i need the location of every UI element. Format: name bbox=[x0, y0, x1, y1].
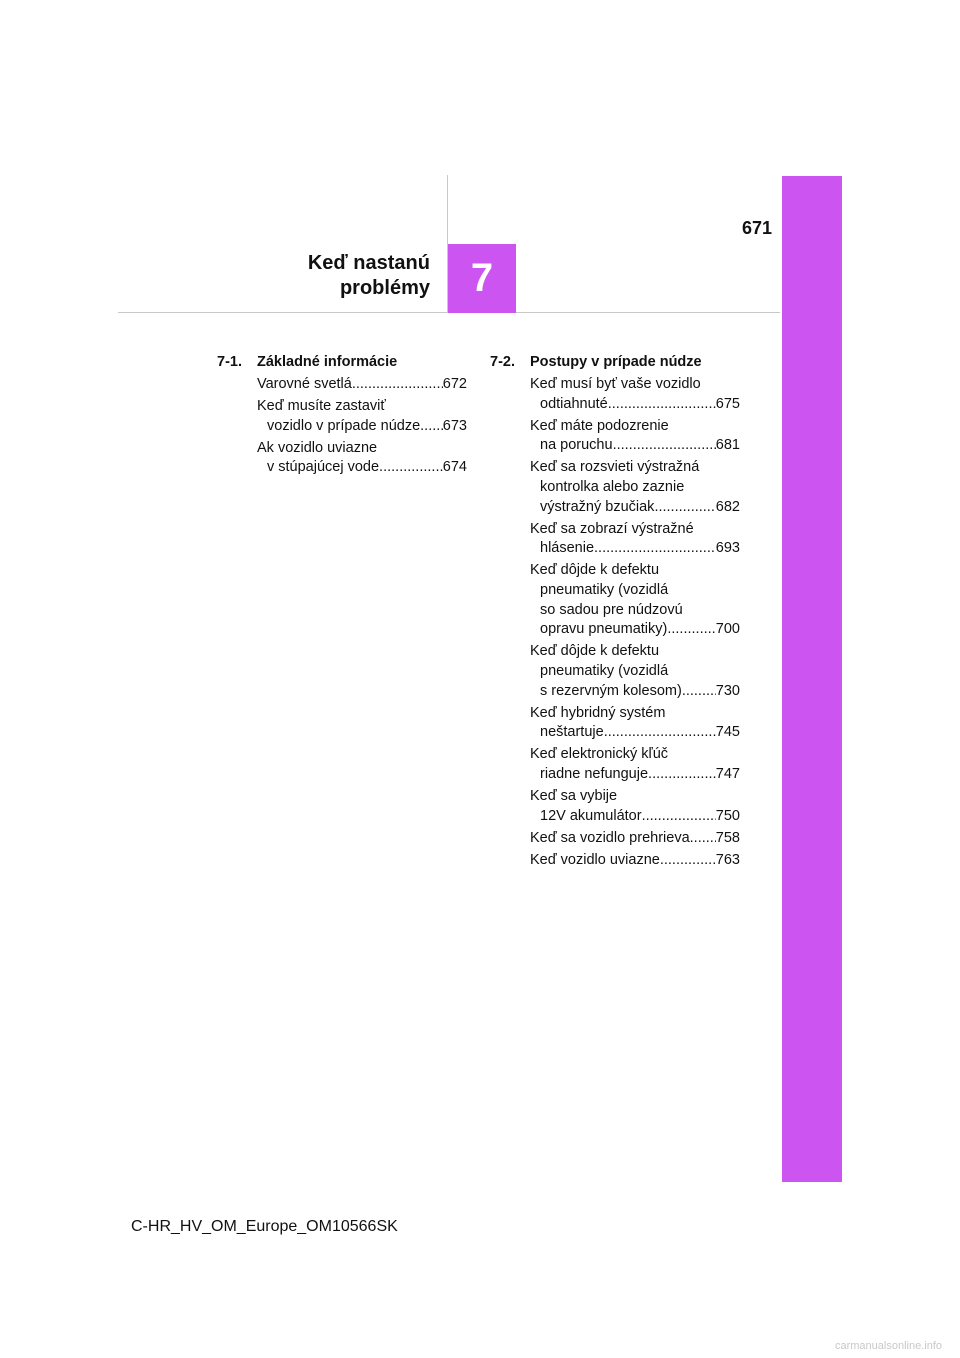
toc-entry-line bbox=[530, 787, 740, 807]
dot-leader bbox=[648, 765, 716, 785]
dot-leader bbox=[594, 539, 716, 559]
toc-entry[interactable] bbox=[530, 851, 740, 871]
toc-entry[interactable] bbox=[530, 642, 740, 701]
toc-entry-text: 12V akumulátor bbox=[540, 807, 642, 824]
toc-page-number: 674 bbox=[442, 459, 467, 476]
toc-entry-line bbox=[530, 765, 740, 785]
section-heading bbox=[490, 353, 740, 373]
toc-entry-text: Keď vozidlo uviazne bbox=[530, 851, 660, 868]
toc-entry-line bbox=[530, 375, 740, 395]
dot-leader bbox=[654, 498, 715, 518]
dot-leader bbox=[682, 682, 716, 702]
dot-leader bbox=[642, 807, 716, 827]
toc-entry-line bbox=[530, 581, 740, 601]
toc-entry-line bbox=[530, 642, 740, 662]
toc-entry-text: pneumatiky (vozidlá bbox=[540, 582, 669, 599]
toc-entry-line bbox=[257, 375, 467, 395]
toc-entry-text: v stúpajúcej vode bbox=[267, 459, 380, 476]
chapter-side-tab bbox=[782, 176, 842, 1182]
dot-leader bbox=[352, 375, 443, 395]
toc-entry-line bbox=[530, 478, 740, 498]
toc-entry-text: riadne nefunguje bbox=[540, 765, 649, 782]
dot-leader bbox=[613, 436, 716, 456]
toc-page-number: 763 bbox=[715, 851, 740, 868]
toc-entry-text: neštartuje bbox=[540, 724, 604, 741]
dot-leader bbox=[660, 851, 716, 871]
toc-entry-text: Ak vozidlo uviazne bbox=[257, 439, 378, 456]
toc-entry[interactable] bbox=[530, 375, 740, 414]
toc-page-number: 681 bbox=[715, 437, 740, 454]
toc-entry-line bbox=[530, 745, 740, 765]
toc-entry[interactable] bbox=[257, 439, 467, 478]
toc-page-number: 675 bbox=[715, 395, 740, 412]
toc-entry-line bbox=[530, 682, 740, 702]
toc-entry-line bbox=[530, 395, 740, 415]
page-number: 671 bbox=[741, 218, 772, 238]
toc-entry-line bbox=[530, 662, 740, 682]
toc-page-number: 758 bbox=[715, 829, 740, 846]
dot-leader bbox=[608, 395, 716, 415]
toc-entry-line bbox=[530, 520, 740, 540]
toc-entry-text: Keď sa rozsvieti výstražná bbox=[530, 459, 700, 476]
toc-entry-text: hlásenie bbox=[540, 540, 595, 557]
toc-section-7-1 bbox=[217, 353, 467, 481]
dot-leader bbox=[690, 829, 716, 849]
toc-page-number: 747 bbox=[715, 765, 740, 782]
chapter-number-badge: 7 bbox=[448, 244, 516, 313]
toc-entry-line bbox=[257, 417, 467, 437]
toc-entry[interactable] bbox=[530, 829, 740, 849]
toc-entry[interactable] bbox=[530, 745, 740, 784]
toc-entry-line bbox=[530, 620, 740, 640]
toc-entry-text: Keď sa vybije bbox=[530, 787, 618, 804]
toc-page-number: 700 bbox=[715, 621, 740, 638]
toc-entry-line bbox=[530, 829, 740, 849]
chapter-title-line2: problémy bbox=[339, 277, 430, 299]
toc-page-number: 750 bbox=[715, 807, 740, 824]
chapter-title-line1: Keď nastanú bbox=[307, 252, 430, 274]
toc-entry-line bbox=[530, 561, 740, 581]
toc-entry[interactable] bbox=[530, 458, 740, 517]
toc-entry-text: vozidlo v prípade núdze bbox=[267, 417, 421, 434]
toc-entry-line bbox=[530, 704, 740, 724]
toc-entry-text: s rezervným kolesom) bbox=[540, 682, 682, 699]
chapter-title bbox=[308, 251, 430, 301]
dot-leader bbox=[420, 417, 443, 437]
toc-entry-line bbox=[530, 851, 740, 871]
toc-section-7-2 bbox=[490, 353, 740, 873]
toc-entry-text: Keď musí byť vaše vozidlo bbox=[530, 376, 701, 393]
toc-page-number: 682 bbox=[715, 498, 740, 515]
toc-entry-text: Keď dôjde k defektu bbox=[530, 643, 660, 660]
toc-entry-text: Keď sa vozidlo prehrieva bbox=[530, 829, 690, 846]
toc-entry-line bbox=[530, 723, 740, 743]
dot-leader bbox=[379, 458, 443, 478]
toc-entry-line bbox=[530, 417, 740, 437]
section-title: Základné informácie bbox=[257, 354, 398, 370]
toc-entry-text: odtiahnuté bbox=[540, 395, 608, 412]
section-number: 7-2. bbox=[490, 354, 515, 370]
toc-entry-text: pneumatiky (vozidlá bbox=[540, 662, 669, 679]
toc-entry[interactable] bbox=[257, 397, 467, 436]
toc-page-number: 672 bbox=[442, 376, 467, 393]
toc-entry[interactable] bbox=[530, 417, 740, 456]
toc-entry-text: Varovné svetlá bbox=[257, 376, 352, 393]
toc-entry[interactable] bbox=[530, 561, 740, 639]
toc-entry-text: Keď musíte zastaviť bbox=[257, 398, 386, 415]
toc-entry-line bbox=[530, 436, 740, 456]
toc-entry-line bbox=[530, 807, 740, 827]
toc-entry-text: výstražný bzučiak bbox=[540, 498, 655, 515]
toc-entry-text: Keď elektronický kľúč bbox=[530, 746, 669, 763]
toc-entry-text: opravu pneumatiky) bbox=[540, 621, 668, 638]
toc-page-number: 693 bbox=[715, 540, 740, 557]
toc-page-number: 745 bbox=[715, 724, 740, 741]
toc-entry-line bbox=[530, 498, 740, 518]
section-number: 7-1. bbox=[217, 354, 242, 370]
toc-entry[interactable] bbox=[530, 520, 740, 559]
toc-entry[interactable] bbox=[530, 704, 740, 743]
toc-entry-text: Keď sa zobrazí výstražné bbox=[530, 520, 694, 537]
toc-entry-line bbox=[530, 601, 740, 621]
dot-leader bbox=[667, 620, 715, 640]
toc-entry-line bbox=[257, 458, 467, 478]
toc-entry-text: kontrolka alebo zaznie bbox=[540, 479, 685, 496]
toc-entry-line bbox=[257, 397, 467, 417]
toc-page-number: 673 bbox=[442, 417, 467, 434]
toc-entry-text: so sadou pre núdzovú bbox=[540, 601, 683, 618]
toc-entry-text: Keď dôjde k defektu bbox=[530, 562, 660, 579]
toc-entry-text: Keď máte podozrenie bbox=[530, 417, 669, 434]
document-footer: C-HR_HV_OM_Europe_OM10566SK bbox=[131, 1218, 398, 1235]
toc-entry-line bbox=[530, 458, 740, 478]
toc-entry[interactable] bbox=[257, 375, 467, 395]
section-heading bbox=[217, 353, 467, 373]
toc-entry[interactable] bbox=[530, 787, 740, 826]
toc-entry-text: Keď hybridný systém bbox=[530, 704, 666, 721]
toc-entry-text: na poruchu bbox=[540, 437, 613, 454]
section-title: Postupy v prípade núdze bbox=[530, 354, 702, 370]
watermark: carmanualsonline.info bbox=[834, 1340, 942, 1352]
toc-page-number: 730 bbox=[715, 682, 740, 699]
dot-leader bbox=[604, 723, 716, 743]
toc-entry-line bbox=[257, 439, 467, 459]
toc-entry-line bbox=[530, 539, 740, 559]
